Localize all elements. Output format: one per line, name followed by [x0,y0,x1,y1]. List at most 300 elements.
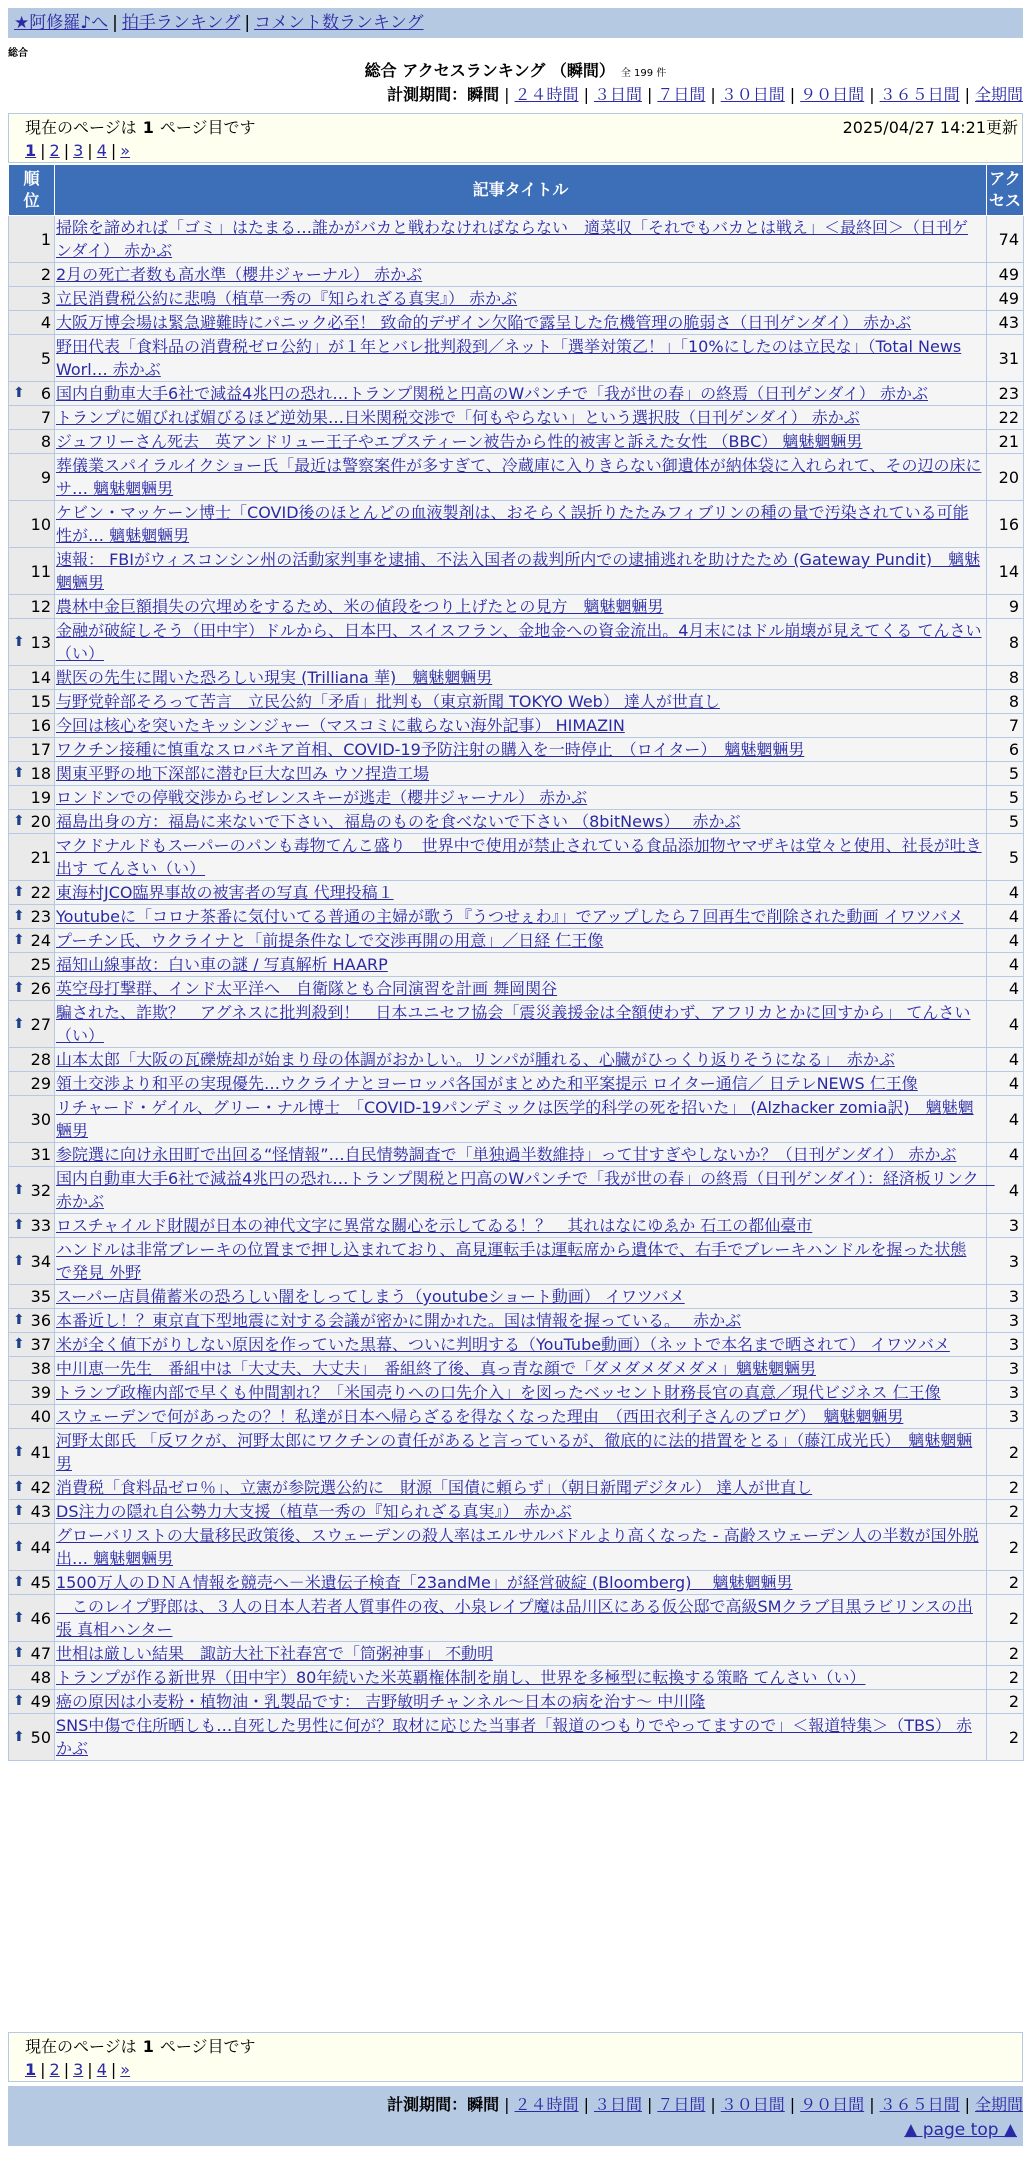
period-link[interactable]: ９０日間 [800,85,865,104]
pager-link[interactable]: 3 [73,141,84,160]
up-arrow-icon: ⬆ [13,1503,25,1519]
period-link[interactable]: ３日間 [593,2095,642,2114]
category-label: 総合 [8,48,28,59]
up-arrow-icon: ⬆ [13,980,25,996]
rank-number: 3 [40,289,51,308]
access-count: 2 [987,1500,1024,1524]
access-count: 49 [987,263,1024,287]
article-link[interactable]: トランプが作る新世界（田中宇）80年続いた米英覇権体制を崩し、世界を多極型に転換する策略 てんさい（い） [56,1668,866,1687]
rank-number: 32 [30,1180,51,1200]
up-arrow-icon: ⬆ [13,1312,25,1328]
rank-number: 19 [30,788,51,807]
rank-cell [9,786,55,810]
article-link[interactable]: 農林中金巨額損失の穴埋めをするため、米の値段をつり上げたとの見方 魑魅魍魎男 [56,597,664,616]
article-link[interactable]: 米が全く値下がりしない原因を作っていた黒幕、ついに判明する（YouTube動画）（ネットで本名まで晒されて） イワツバメ [56,1335,950,1354]
access-count: 21 [987,430,1024,454]
rank-column-header: 順位 [9,165,55,216]
period-separator: | [789,2095,796,2114]
access-count: 74 [987,216,1024,263]
access-count: 2 [987,1690,1024,1714]
title-cell [55,619,987,666]
table-row [9,311,1024,335]
up-arrow-icon: ⬆ [13,908,25,924]
article-link[interactable]: 騙された、詐欺？ アグネスに批判殺到！ 日本ユニセフ協会「震災義援金は全額使わず、アフリカとかに回すから」 てんさい（い） [56,1003,971,1045]
rank-number: 11 [30,561,51,581]
article-link[interactable]: ロンドンでの停戦交渉からゼレンスキーが逃走（櫻井ジャーナル） 赤かぶ [56,788,588,807]
article-link[interactable]: 1500万人のＤＮＡ情報を競売へ－米遺伝子検査「23andMe」が経営破綻 (Bloomberg) 魑魅魍魎男 [56,1573,793,1592]
page-title [0,60,1031,85]
title-cell [55,311,987,335]
period-link[interactable]: ９０日間 [800,2095,865,2114]
access-count: 22 [987,406,1024,430]
period-separator: | [710,2095,716,2114]
title-cell [55,1214,987,1238]
access-count: 3 [987,1381,1024,1405]
page-status-prefix: 現在のページは [25,2037,137,2056]
table-row [9,953,1024,977]
article-link[interactable]: 速報： FBIがウィスコンシン州の活動家判事を逮捕、不法入国者の裁判所内での逮捕逃れを助けたため (Gateway Pundit) 魑魅魍魎男 [56,550,981,592]
rank-number: 49 [30,1692,51,1711]
access-count: 8 [987,619,1024,666]
table-row [9,1429,1024,1476]
rank-cell [9,1167,55,1214]
rank-cell [9,619,55,666]
table-row [9,1642,1024,1666]
article-link[interactable]: ハンドルは非常ブレーキの位置まで押し込まれており、高見運転手は運転席から遺体で、右手でブレーキハンドルを握った状態で発見 外野 [56,1240,967,1282]
rank-number: 43 [30,1502,51,1521]
article-link[interactable]: 河野太郎氏 「反ワクが、河野太郎にワクチンの責任があると言っているが、徹底的に法的措置をとる」（藤江成光氏） 魑魅魍魎男 [56,1431,973,1473]
title-cell [55,548,987,595]
rank-number: 1 [40,229,51,249]
pager-link[interactable]: 3 [73,2060,84,2079]
period-separator: | [964,2095,970,2114]
rank-number: 2 [40,265,51,284]
table-row [9,1333,1024,1357]
rank-number: 13 [30,632,51,652]
up-arrow-icon: ⬆ [13,1336,25,1352]
table-row [9,786,1024,810]
title-cell [55,666,987,690]
article-link[interactable]: 福島出身の方：福島に来ないで下さい、福島のものを食べないで下さい （8bitNews） 赤かぶ [56,812,741,831]
period-separator: | [964,85,970,104]
title-cell [55,501,987,548]
rank-cell [9,406,55,430]
table-row [9,810,1024,834]
pagination [25,139,1006,162]
updated-timestamp: 2025/04/27 14:21更新 [842,118,1018,137]
access-count: 7 [987,714,1024,738]
rank-number: 6 [40,384,51,403]
rank-number: 35 [30,1287,51,1306]
article-link[interactable]: SNS中傷で住所晒しも…自死した男性に何が？取材に応じた当事者「報道のつもりでやってますので」＜報道特集＞（TBS） 赤かぶ [56,1716,972,1758]
up-arrow-icon: ⬆ [13,884,25,900]
access-count: 8 [987,666,1024,690]
article-link[interactable]: 国内自動車大手6社で減益4兆円の恐れ…トランプ関税と円高のWパンチで「我が世の春」の終焉（日刊ゲンダイ）：経済板リンク 赤かぶ [56,1169,995,1211]
rank-number: 18 [30,764,51,783]
rank-number: 47 [30,1644,51,1663]
rank-number: 14 [30,668,51,687]
rank-cell [9,1666,55,1690]
rank-number: 16 [30,716,51,735]
article-link[interactable]: プーチン氏、ウクライナと「前提条件なしで交渉再開の用意」／日経 仁王像 [56,931,604,950]
article-link[interactable]: 本番近し！？東京直下型地震に対する会議が密かに開かれた。国は情報を握っている。 赤かぶ [56,1311,742,1330]
access-count: 3 [987,1238,1024,1285]
title-cell [55,382,987,406]
table-row [9,1571,1024,1595]
page-info-bottom [8,2032,1023,2082]
title-cell [55,1571,987,1595]
article-link[interactable]: 野田代表「食料品の消費税ゼロ公約」が１年とバレ批判殺到／ネット「選挙対策乙！」「10%にしたのは立民な」（Total News Worl… 赤かぶ [56,337,962,379]
article-link[interactable]: 国内自動車大手6社で減益4兆円の恐れ…トランプ関税と円高のWパンチで「我が世の春」の終焉（日刊ゲンダイ） 赤かぶ [56,384,928,403]
pager-separator: | [63,2060,70,2079]
total-count: 全 199 件 [620,68,667,79]
article-link[interactable]: 癌の原因は小麦粉・植物油・乳製品です： 吉野敏明チャンネル〜日本の病を治す〜 中川隆 [56,1692,706,1711]
table-row [9,977,1024,1001]
access-count: 3 [987,1309,1024,1333]
title-cell [55,1381,987,1405]
title-cell [55,1595,987,1642]
period-separator: | [646,2095,653,2114]
rank-number: 7 [40,408,51,427]
rank-cell [9,905,55,929]
table-row [9,382,1024,406]
title-cell [55,738,987,762]
article-link[interactable]: 参院選に向け永田町で出回る“怪情報”…自民情勢調査で「単独過半数維持」って甘すぎやしないか？（日刊ゲンダイ） 赤かぶ [56,1145,957,1164]
rank-number: 36 [30,1311,51,1330]
access-count: 4 [987,1001,1024,1048]
table-row [9,595,1024,619]
rank-cell [9,430,55,454]
rank-cell [9,666,55,690]
title-cell [55,1500,987,1524]
rank-cell [9,1333,55,1357]
rank-cell [9,762,55,786]
rank-number: 20 [30,812,51,831]
article-link[interactable]: 与野党幹部そろって苦言 立民公約「矛盾」批判も（東京新聞 TOKYO Web） 達人が世直し [56,692,720,711]
table-row [9,1524,1024,1571]
title-cell [55,1238,987,1285]
rank-cell [9,929,55,953]
title-column-header: 記事タイトル [55,165,987,216]
rank-cell [9,595,55,619]
article-link[interactable]: トランプに媚びれば媚びるほど逆効果…日米関税交渉で「何もやらない」という選択肢（日刊ゲンダイ） 赤かぶ [56,408,860,427]
article-link[interactable]: ジュフリーさん死去 英アンドリュー王子やエプスティーン被告から性的被害と訴えた女性 （BBC） 魑魅魍魎男 [56,432,863,451]
rank-cell [9,287,55,311]
pagination [25,2058,1006,2081]
article-link[interactable]: 領土交渉より和平の実現優先…ウクライナとヨーロッパ各国がまとめた和平案提示 ロイター通信／ 日テレNEWS 仁王像 [56,1074,918,1093]
rank-cell [9,1238,55,1285]
article-link[interactable]: 掃除を諦めれば「ゴミ」はたまる…誰かがバカと戦わなければならない 適菜収「それでもバカとは戦え」＜最終回＞（日刊ゲンダイ） 赤かぶ [56,218,969,260]
access-count: 49 [987,287,1024,311]
table-row [9,929,1024,953]
article-link[interactable]: ロスチャイルド財閥が日本の神代文字に異常な關心を示してゐる！？ 其れはなにゆゑか 石工の都仙臺市 [56,1216,813,1235]
pager-separator: | [63,141,70,160]
rank-cell [9,953,55,977]
rank-cell [9,1143,55,1167]
title-cell [55,263,987,287]
table-row [9,1714,1024,1761]
ranking-title: 総合 アクセスランキング （瞬間） [364,61,615,80]
pager-current-page[interactable]: 1 [25,2060,37,2079]
table-row [9,1096,1024,1143]
title-cell [55,690,987,714]
up-arrow-icon: ⬆ [13,813,25,829]
article-link[interactable]: 山本太郎「大阪の瓦礫焼却が始まり母の体調がおかしい。リンパが腫れる、心臓がひっくり返りそうになる」 赤かぶ [56,1050,895,1069]
pager-link[interactable]: » [120,2060,131,2079]
title-cell [55,1642,987,1666]
table-row [9,1072,1024,1096]
period-link[interactable]: ２４時間 [514,2095,579,2114]
period-selector-top [123,84,1023,106]
rank-cell [9,382,55,406]
access-count: 4 [987,1167,1024,1214]
rank-number: 40 [30,1407,51,1426]
article-link[interactable]: スウェーデンで何があったの？！私達が日本へ帰らざるを得なくなった理由 （西田衣利子さんのブログ） 魑魅魍魎男 [56,1407,904,1426]
access-count: 4 [987,881,1024,905]
up-arrow-icon: ⬆ [13,1645,25,1661]
rank-number: 8 [40,432,51,451]
article-link[interactable]: ワクチン接種に慎重なスロバキア首相、COVID-19予防注射の購入を一時停止 （ロイター） 魑魅魍魎男 [56,740,805,759]
article-link[interactable]: 大阪万博会場は緊急避難時にパニック必至！ 致命的デザイン欠陥で露呈した危機管理の脆弱さ（日刊ゲンダイ） 赤かぶ [56,313,912,332]
title-cell [55,1429,987,1476]
pager-separator: | [110,141,117,160]
period-separator: | [869,2095,875,2114]
table-row [9,406,1024,430]
article-link[interactable]: Youtubeに「コロナ茶番に気付いてる普通の主婦が歌う『うつせぇわ』」でアップしたら７回再生で削除された動画 イワツバメ [56,907,964,926]
title-cell [55,1072,987,1096]
table-row [9,1001,1024,1048]
rank-cell [9,1476,55,1500]
home-link[interactable]: ★阿修羅♪へ [14,13,109,33]
period-link[interactable]: ３日間 [593,85,642,104]
title-cell [55,1285,987,1309]
period-link[interactable]: ３６５日間 [879,2095,960,2114]
title-cell [55,287,987,311]
access-count: 5 [987,834,1024,881]
period-link[interactable]: 全期間 [974,85,1023,104]
rank-cell [9,1214,55,1238]
period-link[interactable]: ３６５日間 [879,85,960,104]
period-link[interactable]: ２４時間 [514,85,579,104]
rank-cell [9,1072,55,1096]
article-link[interactable]: 中川恵一先生 番組中は「大丈夫、大丈夫」 番組終了後、真っ青な顔で「ダメダメダメダメ」魑魅魍魎男 [56,1359,817,1378]
up-arrow-icon: ⬆ [13,1181,25,1198]
rank-cell [9,335,55,382]
pager-current-page[interactable]: 1 [25,141,37,160]
title-cell [55,977,987,1001]
access-count: 43 [987,311,1024,335]
rank-cell [9,1285,55,1309]
period-link[interactable]: ７日間 [657,2095,706,2114]
title-cell [55,1048,987,1072]
up-arrow-icon: ⬆ [13,1609,25,1626]
table-row [9,1476,1024,1500]
page-top-link[interactable]: ▲ page top ▲ [904,2120,1017,2140]
rank-number: 25 [30,955,51,974]
period-separator: | [504,2095,510,2114]
rank-cell [9,810,55,834]
table-row [9,1595,1024,1642]
pager-separator: | [87,2060,93,2079]
pager-separator: | [110,2060,117,2079]
article-link[interactable]: 獣医の先生に聞いた恐ろしい現実 (Trilliana 華) 魑魅魍魎男 [56,668,493,687]
access-count: 2 [987,1666,1024,1690]
table-row [9,1690,1024,1714]
table-row [9,1238,1024,1285]
rank-number: 42 [30,1478,51,1497]
rank-cell [9,1690,55,1714]
access-count: 4 [987,1048,1024,1072]
rank-cell [9,1500,55,1524]
title-cell [55,1690,987,1714]
pager-link[interactable]: » [120,141,131,160]
title-cell [55,216,987,263]
rank-number: 23 [30,907,51,926]
rank-cell [9,1096,55,1143]
title-cell [55,1167,995,1214]
rank-number: 34 [30,1251,51,1271]
rank-cell [9,738,55,762]
page-status-suffix: ページ目です [159,2037,256,2056]
period-separator: | [869,85,875,104]
access-count: 4 [987,1096,1024,1143]
article-link[interactable]: 立民消費税公約に悲鳴（植草一秀の『知られざる真実』） 赤かぶ [56,289,518,308]
table-row [9,216,1024,263]
table-row [9,1167,1024,1214]
rank-number: 26 [30,979,51,998]
table-row [9,263,1024,287]
rank-cell [9,501,55,548]
title-cell [55,881,987,905]
rank-number: 12 [30,597,51,616]
table-header-row [9,165,1024,216]
article-link[interactable]: このレイプ野郎は、３人の日本人若者人質事件の夜、小泉レイプ魔は品川区にある仮公邸で高級SMクラブ目黒ラビリンスの出張 真相ハンター [56,1597,973,1639]
pager-link[interactable]: 2 [49,2060,60,2079]
pager-link[interactable]: 4 [96,2060,107,2079]
access-count: 4 [987,977,1024,1001]
rank-cell [9,311,55,335]
rank-number: 9 [40,467,51,487]
comment-ranking-link[interactable]: コメント数ランキング [254,13,424,33]
table-row [9,1357,1024,1381]
table-row [9,335,1024,382]
table-row [9,548,1024,595]
table-row [9,834,1024,881]
access-count: 14 [987,548,1024,595]
pager-separator: | [40,2060,46,2079]
article-link[interactable]: 関東平野の地下深部に潜む巨大な凹み ウソ捏造工場 [56,764,430,783]
period-link[interactable]: ３０日間 [720,85,785,104]
article-link[interactable]: 東海村JCO臨界事故の被害者の写真 代理投稿１ [56,883,394,902]
clap-ranking-link[interactable]: 拍手ランキング [121,13,241,33]
up-arrow-icon: ⬆ [13,1443,25,1460]
title-cell [55,929,987,953]
table-row [9,1048,1024,1072]
pager-separator: | [40,141,46,160]
article-link[interactable]: 英空母打撃群、インド太平洋へ 自衛隊とも合同演習を計画 舞岡関谷 [56,979,558,998]
rank-cell [9,834,55,881]
period-link[interactable]: 全期間 [974,2095,1023,2114]
pager-link[interactable]: 2 [49,141,60,160]
title-cell [55,595,987,619]
period-current: 瞬間 [467,2095,500,2114]
up-arrow-icon: ⬆ [13,932,25,948]
rank-cell [9,454,55,501]
up-arrow-icon: ⬆ [13,1252,25,1269]
title-cell [55,1524,987,1571]
title-cell [55,762,987,786]
ranking-table-body [9,216,1024,1761]
up-arrow-icon: ⬆ [13,1538,25,1555]
article-link[interactable]: 金融が破綻しそう（田中宇）ドルから、日本円、スイスフラン、金地金への資金流出。4月末にはドル崩壊が見えてくる てんさい（い） [56,621,982,663]
access-count: 2 [987,1642,1024,1666]
access-count: 2 [987,1429,1024,1476]
article-link[interactable]: リチャード・ゲイル、グリー・ナル博士 「COVID-19パンデミックは医学的科学の死を招いた」 (Alzhacker zomia訳) 魑魅魍魎男 [56,1098,974,1140]
pager-link[interactable]: 4 [96,141,107,160]
rank-number: 5 [40,348,51,368]
article-link[interactable]: 消費税「食料品ゼロ％」、立憲が参院選公約に 財源「国債に頼らず」（朝日新聞デジタル） 達人が世直し [56,1478,813,1497]
up-arrow-icon: ⬆ [13,1574,25,1590]
access-count: 16 [987,501,1024,548]
article-link[interactable]: 葬儀業スパイラルイクショー氏「最近は警察案件が多すぎて、冷蔵庫に入りきらない御遺体が納体袋に入れられて、その辺の床にサ… 魑魅魍魎男 [56,456,982,498]
period-link[interactable]: ７日間 [657,85,706,104]
period-label: 計測期間： [387,2095,468,2114]
title-cell [55,454,987,501]
top-navigation [8,8,1023,38]
rank-cell [9,1381,55,1405]
period-label: 計測期間： [387,85,468,104]
table-row [9,762,1024,786]
table-row [9,1214,1024,1238]
article-link[interactable]: トランプ政権内部で早くも仲間割れ？「米国売りへの口先介入」を図ったベッセント財務長官の真意／現代ビジネス 仁王像 [56,1383,941,1402]
rank-number: 4 [40,313,51,332]
rank-cell [9,690,55,714]
article-link[interactable]: 世相は厳しい結果 諏訪大社下社春宮で「筒粥神事」 不動明 [56,1644,494,1663]
rank-cell [9,881,55,905]
table-row [9,738,1024,762]
title-cell [55,786,987,810]
rank-number: 50 [30,1727,51,1747]
article-link[interactable]: マクドナルドもスーパーのパンも毒物てんこ盛り 世界中で使用が禁止されている食品添加物ヤマザキは堂々と使用、社長が吐き出す てんさい（い） [56,836,982,878]
rank-number: 45 [30,1573,51,1592]
title-cell [55,714,987,738]
rank-cell [9,1714,55,1761]
title-cell [55,1096,987,1143]
up-arrow-icon: ⬆ [13,765,25,781]
rank-number: 28 [30,1050,51,1069]
table-row [9,690,1024,714]
article-link[interactable]: 今回は核心を突いたキッシンジャー（マスコミに載らない海外記事） HIMAZIN [56,716,625,735]
up-arrow-icon: ⬆ [13,633,25,650]
title-cell [55,1714,987,1761]
article-link[interactable]: スーパー店員備蓄米の恐ろしい闇をしってしまう（youtubeショート動画） イワツバメ [56,1287,685,1306]
article-link[interactable]: ケビン・マッケーン博士「COVID後のほとんどの血液製剤は、おそらく誤折りたたみフィブリンの種の量で汚染されている可能性が… 魑魅魍魎男 [56,503,969,545]
table-row [9,501,1024,548]
article-link[interactable]: 2月の死亡者数も高水準（櫻井ジャーナル） 赤かぶ [56,265,423,284]
title-cell [55,953,987,977]
article-link[interactable]: 福知山線事故：白い車の謎 / 写真解析 HAARP [56,955,388,974]
rank-number: 33 [30,1216,51,1235]
article-link[interactable]: グローバリストの大量移民政策後、スウェーデンの殺人率はエルサルバドルより高くなった - 高齢スウェーデン人の半数が国外脱出… 魑魅魍魎男 [56,1526,979,1568]
article-link[interactable]: DS注力の隠れ自公勢力大支援（植草一秀の『知られざる真実』） 赤かぶ [56,1502,572,1521]
access-count: 23 [987,382,1024,406]
title-cell [55,335,987,382]
table-row [9,1143,1024,1167]
rank-cell [9,1595,55,1642]
access-count: 9 [987,595,1024,619]
period-link[interactable]: ３０日間 [720,2095,785,2114]
page-status-suffix: ページ目です [159,118,256,137]
